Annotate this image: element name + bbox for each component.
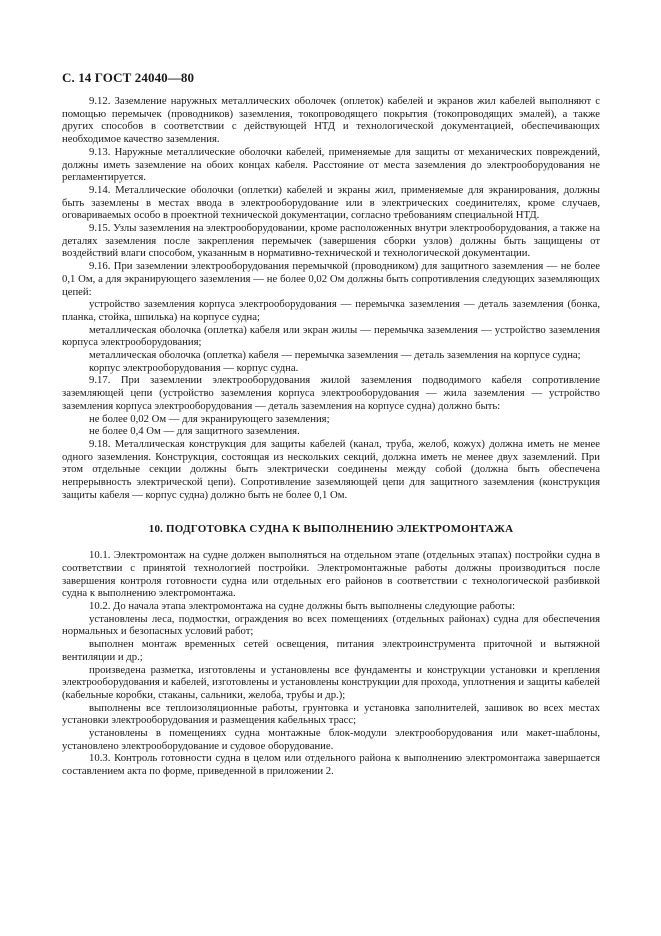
paragraph-10-3: 10.3. Контроль готовности судна в целом или отдельного района к выполнению электромонтажа завершается составлением акта по форме, приведенной в приложении 2.	[62, 752, 600, 778]
list-item: установлены в помещениях судна монтажные блок-модули электрооборудования или макет-шаблоны, установлено электрооборудование и судовое оборудование.	[62, 727, 600, 752]
list-item: металлическая оболочка (оплетка) кабеля или экран жилы — перемычка заземления — устройство заземления корпуса электрооборудования;	[62, 323, 600, 349]
list-item: устройство заземления корпуса электрооборудования — перемычка заземления — деталь заземления (бонка, планка, стойка, шпилька) на корпусе судна;	[62, 298, 600, 323]
list-item: произведена разметка, изготовлены и установлены все фундаменты и конструкции установки и крепления электрооборудования и кабелей, изготовлены и установлены конструкции для прохода, уплотнения и защиты кабелей (кабельные коробки, стаканы, сальники, желоба, трубы и др.);	[62, 663, 600, 701]
list-item: не более 0,02 Ом — для экранирующего заземления;	[89, 412, 330, 425]
paragraph-9-16: 9.16. При заземлении электрооборудования перемычкой (проводником) для защитного заземления — не более 0,1 Ом, а для экранирующего заземления — не более 0,02 Ом должны быть сопротивления следующих заземляющих цепей:	[62, 260, 600, 298]
paragraph-9-14: 9.14. Металлические оболочки (оплетки) кабелей и экраны жил, применяемые для экранирования, должны быть заземлены в местах ввода в электрооборудование или в электрических соединителях, кроме случаев, оговариваемых особо в проектной технической документации, согласно требованиям специальной НТД.	[62, 183, 600, 222]
document-body	[62, 95, 600, 778]
list-item: корпус электрооборудования — корпус судна.	[89, 361, 299, 374]
paragraph-9-15: 9.15. Узлы заземления на электрооборудовании, кроме расположенных внутри электрооборудования, а также на деталях заземления после закрепления перемычек (завершения сборки узлов) должны быть защищены от воздействий влаги способом, указанным в нормативно-технической и технологической документации.	[62, 222, 600, 260]
paragraph-9-13: 9.13. Наружные металлические оболочки кабелей, применяемые для защиты от механических повреждений, должны иметь заземление на обоих концах кабеля. Расстояние от места заземления до электрооборудования не регламентируется.	[62, 145, 600, 184]
paragraph-9-12: 9.12. Заземление наружных металлических оболочек (оплеток) кабелей и экранов жил кабелей выполняют с помощью перемычек (проводников) заземления, токопроводящего покрытия (токопроводящих эмалей), а также других способов в соответствии с действующей НТД и технологической документацией, обеспечивающих необходимое качество заземления.	[62, 95, 600, 146]
list-item: выполнен монтаж временных сетей освещения, питания электроинструмента приточной и вытяжной вентиляции и др.;	[62, 638, 600, 663]
list-item: выполнены все теплоизоляционные работы, грунтовка и установка заполнителей, зашивок во всех местах установки электрооборудования и размещения кабельных трасс;	[62, 701, 600, 727]
paragraph-9-17: 9.17. При заземлении электрооборудования жилой заземления подводимого кабеля сопротивление заземляющей цепи (устройство заземления корпуса электрооборудования — жила заземления — устройство заземления корпуса электрооборудования — деталь заземления на корпусе судна) должно быть:	[62, 374, 600, 412]
list-item: металлическая оболочка (оплетка) кабеля — перемычка заземления — деталь заземления на корпусе судна;	[89, 349, 581, 362]
list-item: установлены леса, подмостки, ограждения во всех помещениях (отдельных районах) судна для обеспечения нормальных и безопасных условий работ;	[62, 612, 600, 638]
paragraph-10-1: 10.1. Электромонтаж на судне должен выполняться на отдельном этапе (отдельных этапах) постройки судна в соответствии с принятой технологией постройки. Электромонтажные работы должны производиться после завершения контроля готовности судна или отдельных его районов в соответствии с технологической разбивкой судна к выполнению электромонтажа.	[62, 549, 600, 600]
page-header: С. 14 ГОСТ 24040—80	[62, 70, 195, 85]
paragraph-9-18: 9.18. Металлическая конструкция для защиты кабелей (канал, труба, желоб, кожух) должна иметь не менее одного заземления. Конструкция, состоящая из нескольких секций, должна иметь не менее двух заземлений. При этом отдельные секции должны быть электрически соединены между собой (должна быть обеспечена непрерывность электрической цепи). Сопротивление заземляющей цепи для защитного заземления (конструкция защиты кабеля — корпус судна) должно быть не более 0,1 Ом.	[62, 437, 600, 501]
list-item: не более 0,4 Ом — для защитного заземления.	[89, 425, 300, 438]
section-title: 10. ПОДГОТОВКА СУДНА К ВЫПОЛНЕНИЮ ЭЛЕКТРОМОНТАЖА	[148, 522, 514, 535]
paragraph-10-2: 10.2. До начала этапа электромонтажа на судне должны быть выполнены следующие работы:	[89, 600, 516, 613]
